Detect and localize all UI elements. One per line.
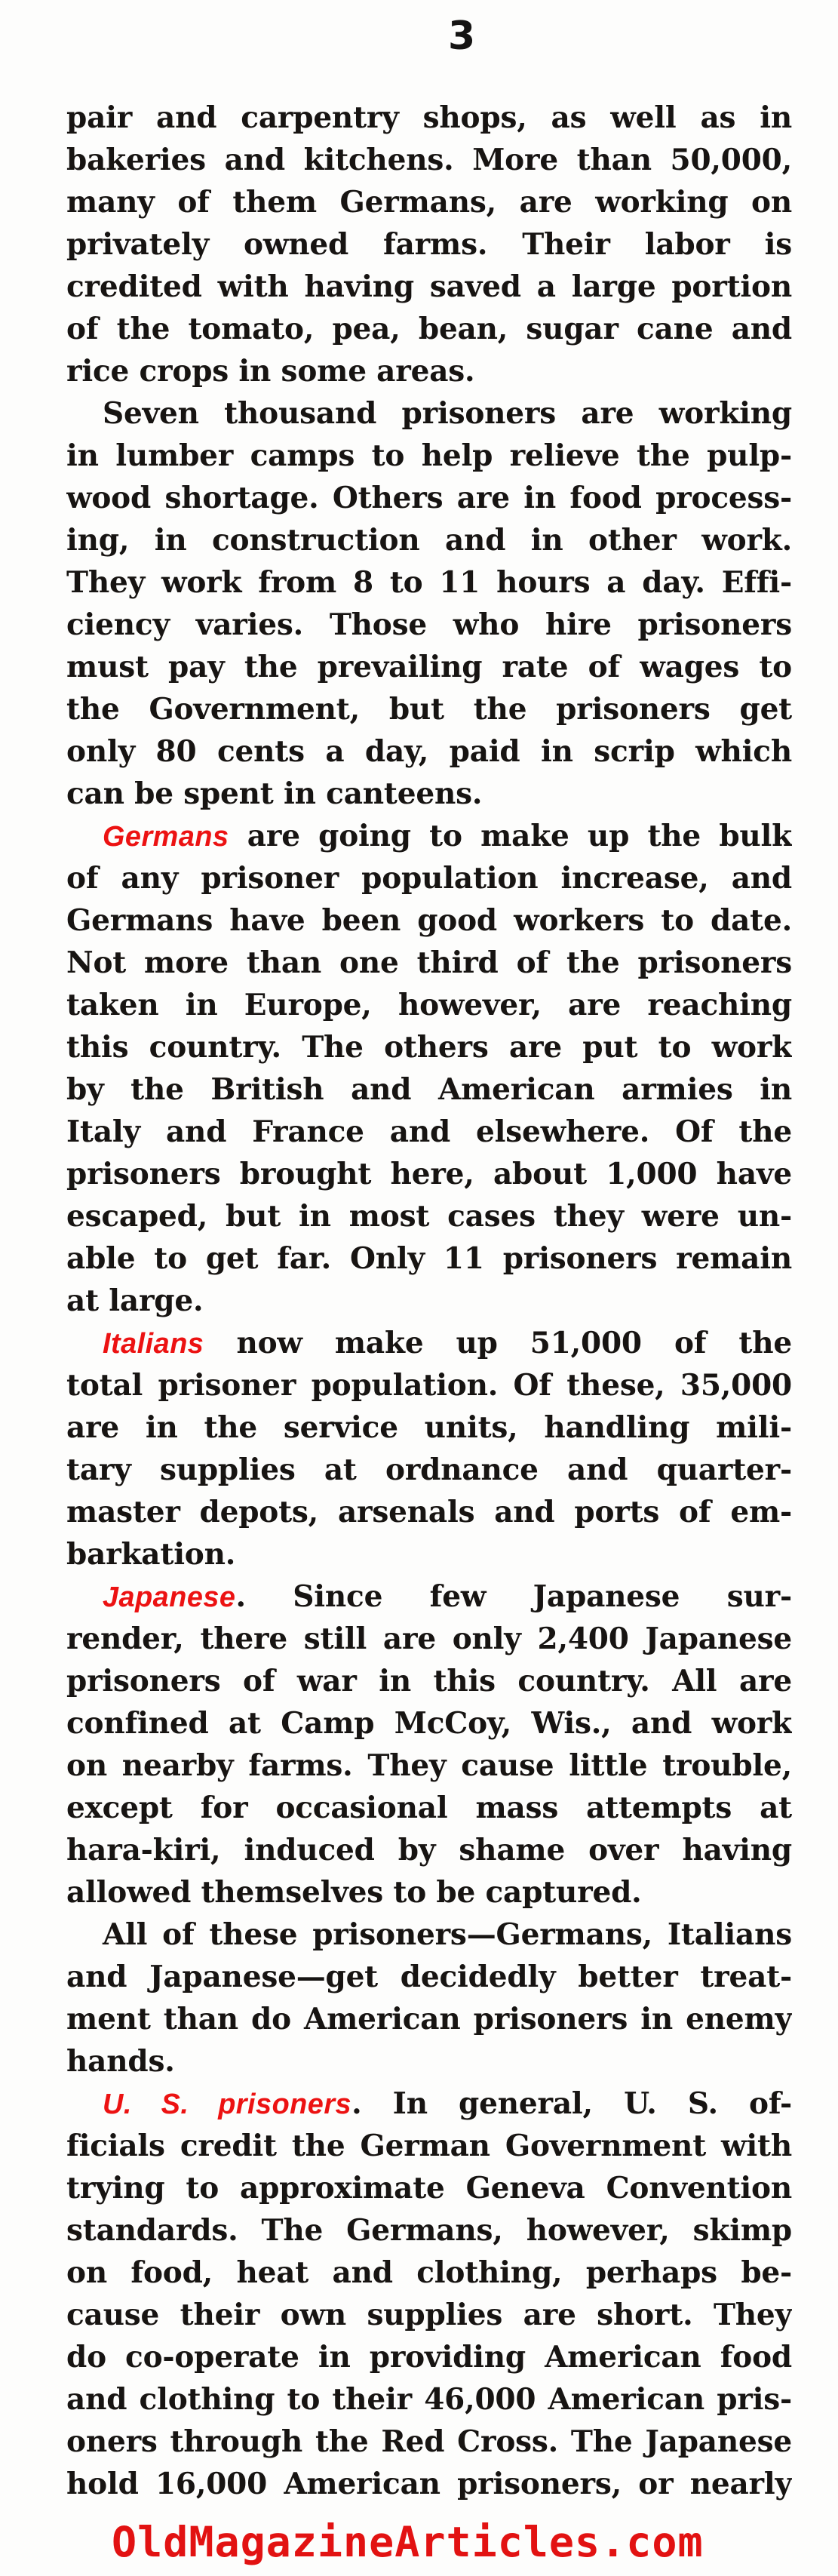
text-line: and clothing to their 46,000 American pris- (66, 2382, 792, 2417)
paragraph (66, 1914, 792, 2083)
text-line: oners through the Red Cross. The Japanese (66, 2424, 792, 2459)
text-line: at large. (66, 1283, 204, 1318)
text-line: on nearby farms. They cause little trouble, (66, 1748, 792, 1783)
page-number: 3 (448, 14, 476, 59)
text-line: They work from 8 to 11 hours a day. Effi- (66, 565, 792, 600)
text-line: hold 16,000 American prisoners, or nearly (66, 2467, 792, 2501)
text-line: able to get far. Only 11 prisoners remain (66, 1241, 792, 1276)
text-line: Not more than one third of the prisoners (66, 945, 792, 980)
text-line: prisoners of war in this country. All are (66, 1664, 792, 1698)
red-lead-word: Japanese (103, 1582, 236, 1613)
watermark-oldmagazinearticles: OldMagazineArticles.com (112, 2518, 704, 2566)
text-line: this country. The others are put to work (66, 1030, 792, 1065)
article-text (66, 97, 792, 2505)
text-line: ciency varies. Those who hire prisoners (66, 607, 792, 642)
text-line: on food, heat and clothing, perhaps be- (66, 2255, 792, 2290)
text-line: total prisoner population. Of these, 35,000 (66, 1368, 792, 1403)
text-line: Seven thousand prisoners are working (103, 396, 792, 431)
text-line: Germans have been good workers to date. (66, 903, 792, 938)
text-line: U. S. prisoners. In general, U. S. of- (103, 2086, 792, 2121)
text-line: trying to approximate Geneva Convention (66, 2171, 792, 2206)
paragraph (66, 97, 792, 392)
paragraph (66, 2083, 792, 2505)
text-line: only 80 cents a day, paid in scrip which (66, 734, 792, 769)
text-line: Japanese. Since few Japanese sur- (103, 1579, 792, 1614)
text-line: and Japanese—get decidedly better treat- (66, 1960, 792, 1994)
text-line: hands. (66, 2044, 175, 2079)
text-line: barkation. (66, 1537, 236, 1572)
text-line: credited with having saved a large portion (66, 269, 792, 304)
text-line: by the British and American armies in (66, 1072, 792, 1107)
text-line: can be spent in canteens. (66, 776, 483, 811)
text-line: many of them Germans, are working on (66, 185, 792, 220)
red-lead-word: Italians (103, 1328, 204, 1360)
text-line: of the tomato, pea, bean, sugar cane and (66, 312, 792, 346)
text-line: master depots, arsenals and ports of em- (66, 1495, 792, 1529)
paragraph (66, 1322, 792, 1575)
text-line: rice crops in some areas. (66, 354, 475, 389)
text-line: are in the service units, handling mili- (66, 1410, 792, 1445)
text-line: ment than do American prisoners in enemy (66, 2002, 792, 2037)
text-line: pair and carpentry shops, as well as in (66, 100, 792, 135)
text-line: the Government, but the prisoners get (66, 692, 792, 727)
text-line: ing, in construction and in other work. (66, 523, 792, 558)
red-lead-word: U. S. prisoners (103, 2089, 352, 2120)
text-line: Germans are going to make up the bulk (103, 819, 792, 853)
text-line: hara-kiri, induced by shame over having (66, 1833, 792, 1867)
text-line: tary supplies at ordnance and quarter- (66, 1452, 792, 1487)
paragraph (66, 392, 792, 815)
text-line: wood shortage. Others are in food process- (66, 481, 792, 515)
text-line: privately owned farms. Their labor is (66, 227, 792, 262)
text-line: of any prisoner population increase, and (66, 861, 792, 896)
text-line: escaped, but in most cases they were un- (66, 1199, 792, 1234)
text-line: cause their own supplies are short. They (66, 2298, 792, 2332)
text-line: Italy and France and elsewhere. Of the (66, 1114, 792, 1149)
text-line: All of these prisoners—Germans, Italians (103, 1917, 792, 1952)
text-line: prisoners brought here, about 1,000 have (66, 1157, 792, 1191)
text-line: in lumber camps to help relieve the pulp- (66, 438, 792, 473)
text-line: render, there still are only 2,400 Japanese (66, 1622, 792, 1656)
text-line: ficials credit the German Government with (66, 2129, 792, 2163)
text-line: confined at Camp McCoy, Wis., and work (66, 1706, 792, 1741)
text-line: taken in Europe, however, are reaching (66, 988, 792, 1022)
paragraph (66, 815, 792, 1322)
text-line: must pay the prevailing rate of wages to (66, 650, 792, 684)
red-lead-word: Germans (103, 821, 229, 853)
text-line: except for occasional mass attempts at (66, 1791, 792, 1825)
paragraph (66, 1575, 792, 1914)
text-line: do co-operate in providing American food (66, 2340, 792, 2375)
text-line: standards. The Germans, however, skimp (66, 2213, 792, 2248)
text-line: Italians now make up 51,000 of the (103, 1326, 792, 1360)
text-line: bakeries and kitchens. More than 50,000, (66, 143, 792, 177)
text-line: allowed themselves to be captured. (66, 1875, 642, 1910)
